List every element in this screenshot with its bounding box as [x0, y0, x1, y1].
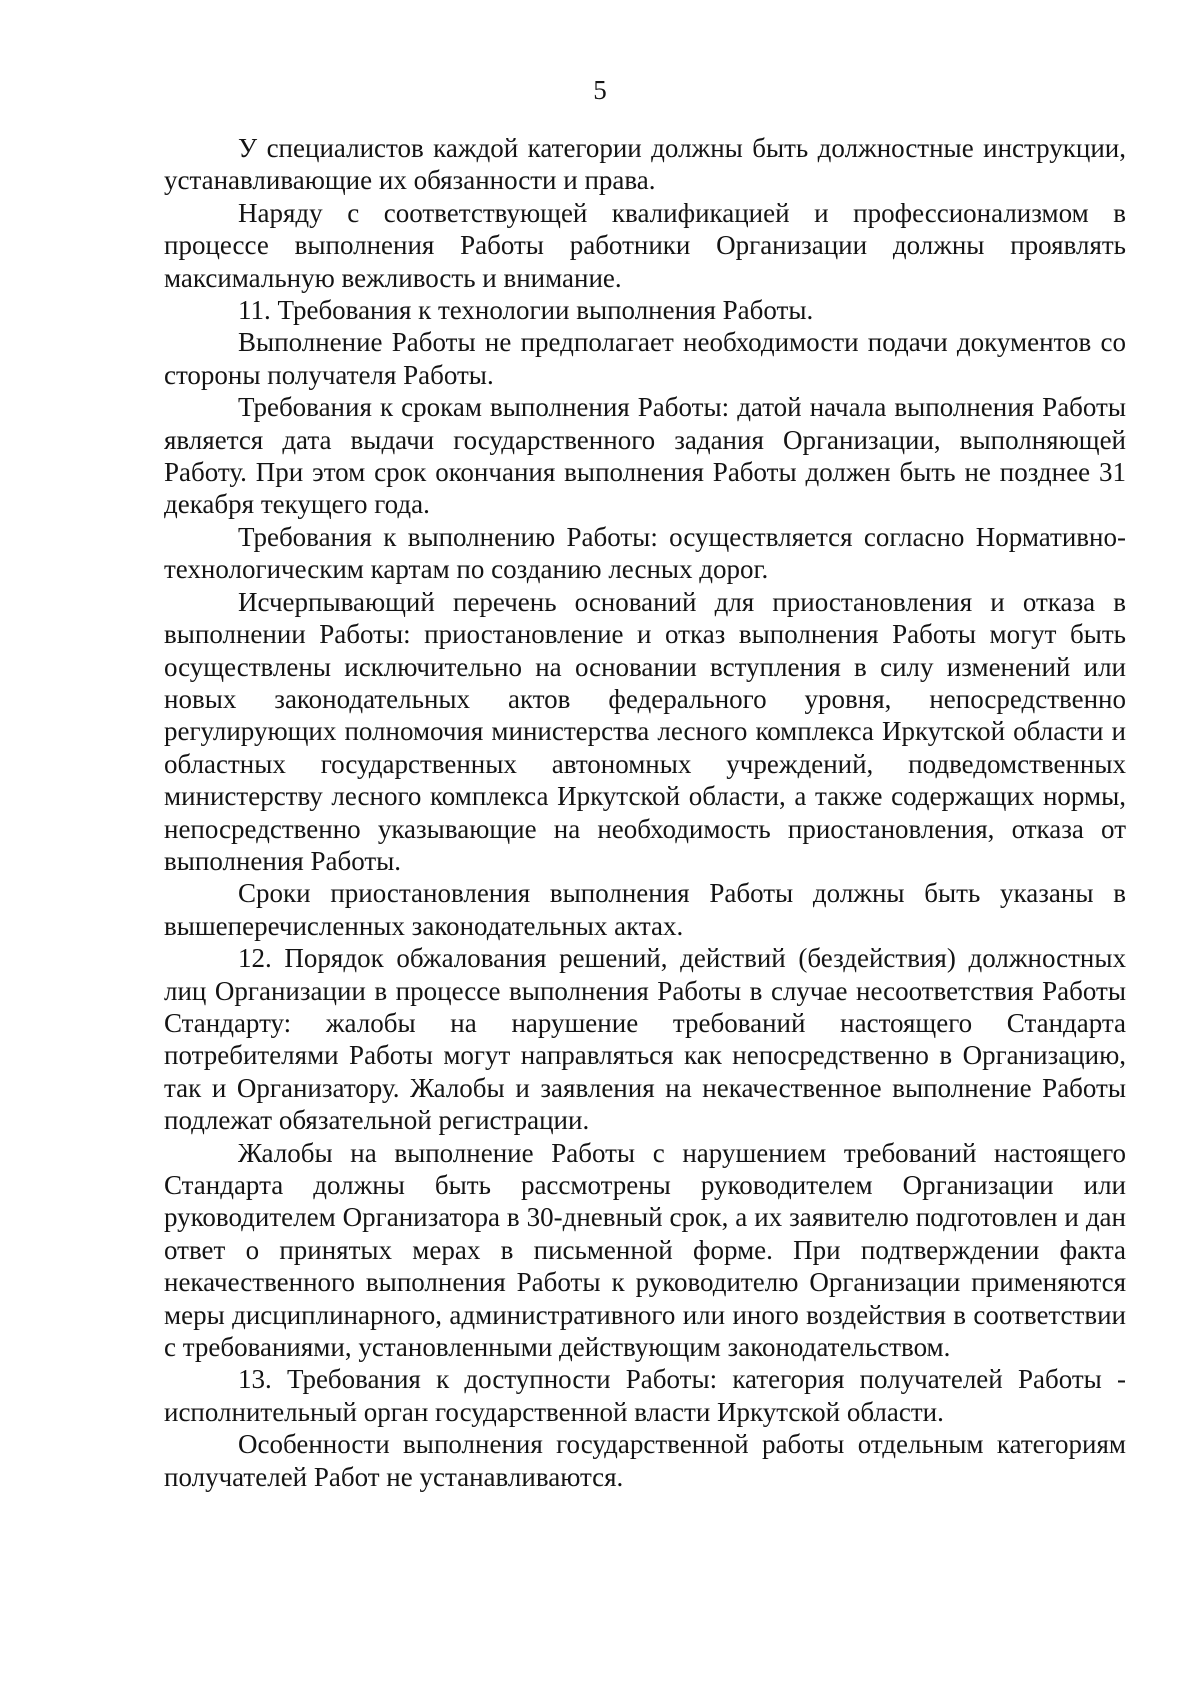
- paragraph-courtesy: Наряду с соответствующей квалификацией и профессионализмом в процессе выполнения Работы работники Организации должны проявлять максимальную вежливость и внимание.: [164, 197, 1126, 293]
- paragraph-execution-requirements: Требования к выполнению Работы: осуществляется согласно Нормативно-технологическим картам по созданию лесных дорог.: [164, 521, 1126, 585]
- paragraph-job-descriptions: У специалистов каждой категории должны быть должностные инструкции, устанавливающие их обязанности и права.: [164, 133, 1126, 196]
- paragraph-section-12-appeals: 12. Порядок обжалования решений, действий (бездействия) должностных лиц Организации в процессе выполнения Работы в случае несоответствия Работы Стандарту: жалобы на нарушение требований настоящего Стандарта потребителями Работы могут направляться как непосредственно в Организацию, так и Организатору. Жалобы и заявления на некачественное выполнение Работы подлежат обязательной регистрации.: [164, 943, 1126, 1136]
- paragraph-suspension-grounds: Исчерпывающий перечень оснований для приостановления и отказа в выполнении Работы: приостановление и отказ выполнения Работы могут быть осуществлены исключительно на основании вступления в силу изменений или новых законодательных актов федерального уровня, непосредственно регулирующих полномочия министерства лесного комплекса Иркутской области и областных государственных автономных учреждений, подведомственных министерству лесного комплекса Иркутской области, а также содержащих нормы, непосредственно указывающие на необходимость приостановления, отказа от выполнения Работы.: [164, 586, 1126, 876]
- page-number: 5: [593, 75, 607, 105]
- paragraph-no-documents: Выполнение Работы не предполагает необходимости подачи документов со стороны получателя Работы.: [164, 327, 1126, 390]
- paragraph-deadlines: Требования к срокам выполнения Работы: датой начала выполнения Работы является дата выдачи государственного задания Организации, выполняющей Работу. При этом срок окончания выполнения Работы должен быть не позднее 31 декабря текущего года.: [164, 392, 1126, 520]
- paragraph-section-11-heading: 11. Требования к технологии выполнения Работы.: [238, 295, 814, 326]
- paragraph-suspension-terms: Сроки приостановления выполнения Работы должны быть указаны в вышеперечисленных законодательных актах.: [164, 878, 1126, 941]
- document-body: [164, 132, 1126, 1493]
- paragraph-section-13-accessibility: 13. Требования к доступности Работы: категория получателей Работы - исполнительный орган государственной власти Иркутской области.: [164, 1364, 1126, 1427]
- paragraph-complaint-review: Жалобы на выполнение Работы с нарушением требований настоящего Стандарта должны быть рассмотрены руководителем Организации или руководителем Организатора в 30-дневный срок, а их заявителю подготовлен и дан ответ о принятых мерах в письменной форме. При подтверждении факта некачественного выполнения Работы к руководителю Организации применяются меры дисциплинарного, административного или иного воздействия в соответствии с требованиями, установленными действующим законодательством.: [164, 1137, 1126, 1363]
- paragraph-special-categories: Особенности выполнения государственной работы отдельным категориям получателей Работ не устанавливаются.: [164, 1429, 1126, 1492]
